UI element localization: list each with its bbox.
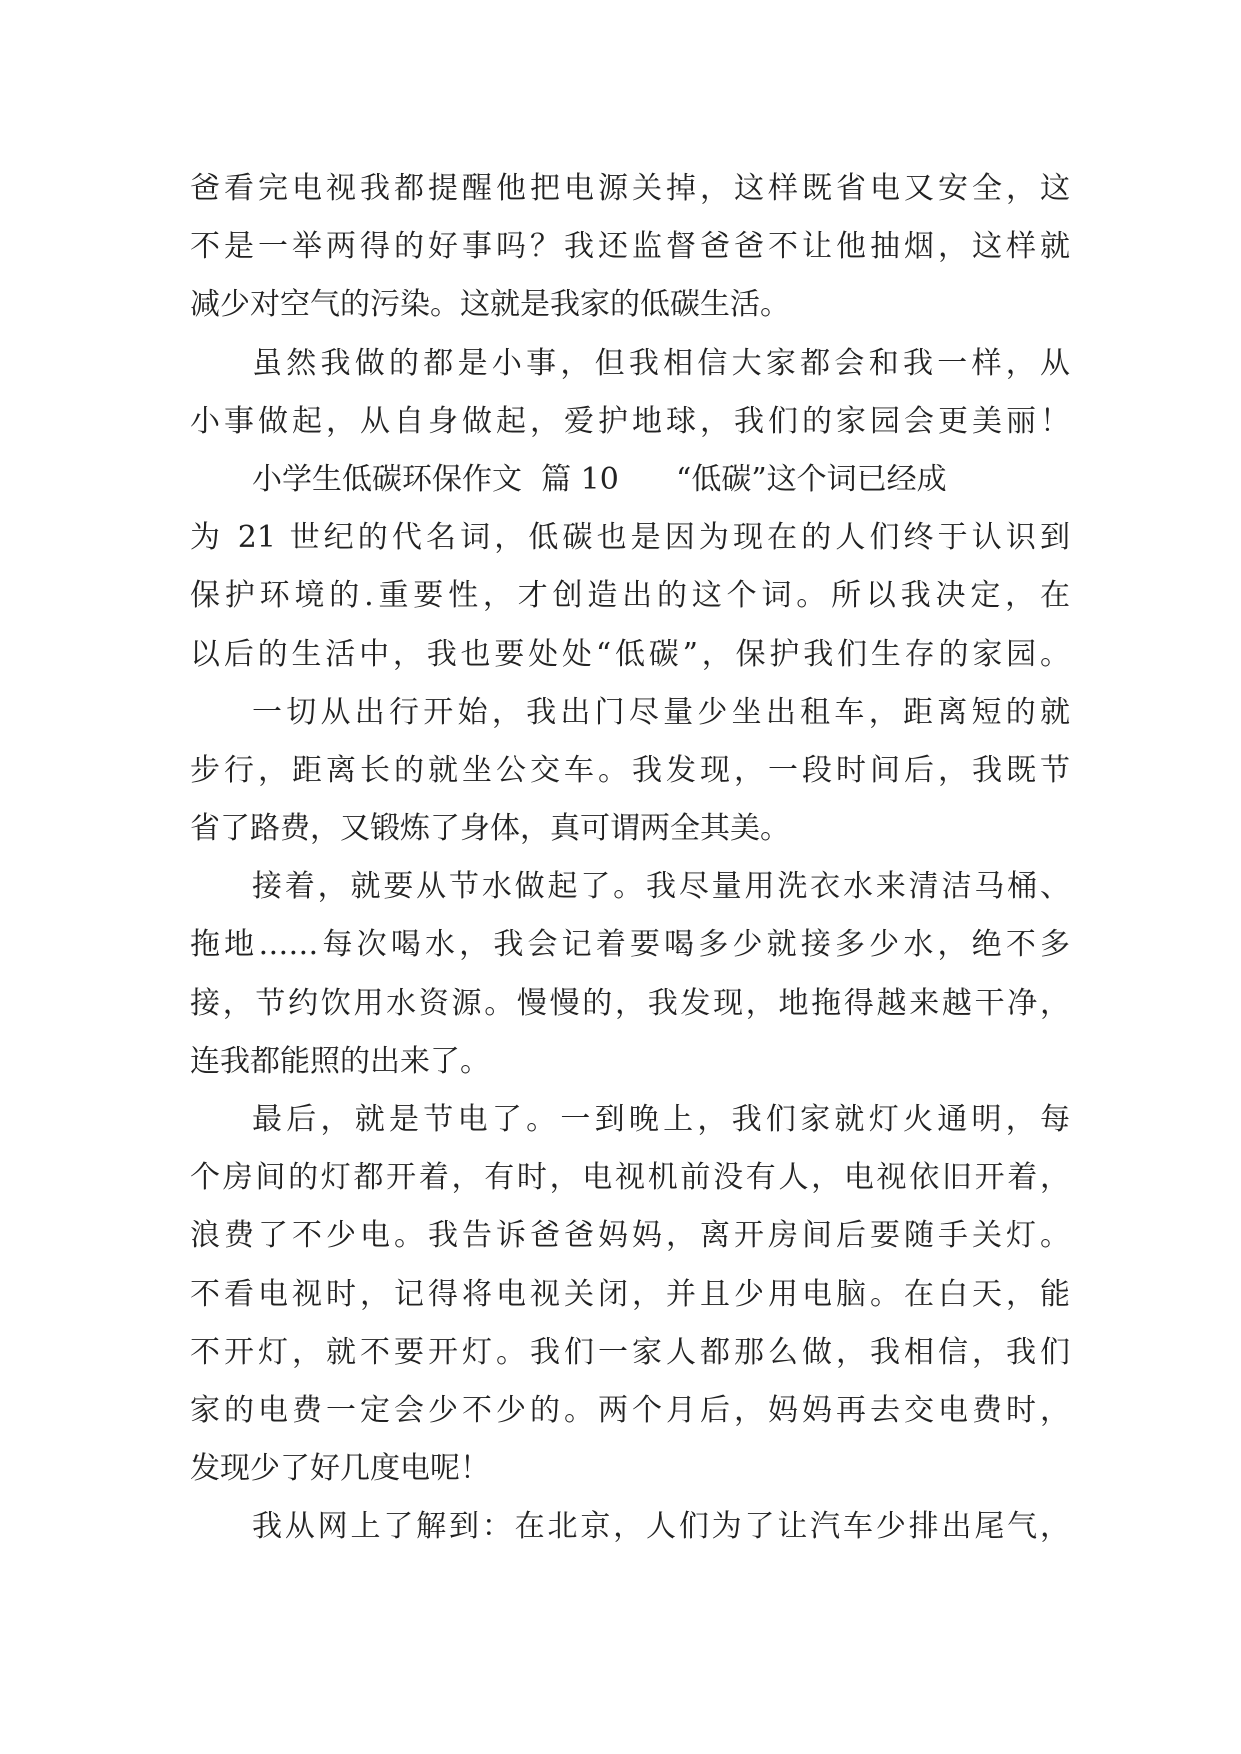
text-line: 保护环境的.重要性，才创造出的这个词。所以我决定，在 [190,578,1070,614]
text-line: 发现少了好几度电呢！ [190,1451,490,1487]
section-heading-line: 小学生低碳环保作文 篇 10 “低碳”这个词已经成 [252,461,947,497]
text-line: 不开灯，就不要开灯。我们一家人都那么做，我相信，我们 [190,1334,1070,1370]
text-line: 省了路费，又锻炼了身体，真可谓两全其美。 [190,811,790,847]
text-line: 拖地……每次喝水，我会记着要喝多少就接多少水，绝不多 [190,927,1070,963]
paragraph-start-line: 我从网上了解到：在北京，人们为了让汽车少排出尾气， [252,1509,1070,1545]
text-line: 接，节约饮用水资源。慢慢的，我发现，地拖得越来越干净， [190,985,1070,1021]
text-line: 个房间的灯都开着，有时，电视机前没有人，电视依旧开着， [190,1160,1070,1196]
paragraph-start-line: 一切从出行开始，我出门尽量少坐出租车，距离短的就 [252,694,1070,730]
text-line: 连我都能照的出来了。 [190,1043,490,1079]
text-line: 不看电视时，记得将电视关闭，并且少用电脑。在白天，能 [190,1276,1070,1312]
text-line: 减少对空气的污染。这就是我家的低碳生活。 [190,287,790,323]
text-line: 爸看完电视我都提醒他把电源关掉，这样既省电又安全，这 [190,171,1070,206]
paragraph-start-line: 虽然我做的都是小事，但我相信大家都会和我一样，从 [252,345,1070,381]
paragraph-start-line: 最后，就是节电了。一到晚上，我们家就灯火通明，每 [252,1102,1070,1137]
text-line: 不是一举两得的好事吗？我还监督爸爸不让他抽烟，这样就 [190,229,1070,265]
text-line: 小事做起，从自身做起，爱护地球，我们的家园会更美丽！ [190,403,1070,439]
text-line: 为 21 世纪的代名词，低碳也是因为现在的人们终于认识到 [190,520,1070,556]
text-line: 以后的生活中，我也要处处“低碳”，保护我们生存的家园。 [190,636,1070,672]
text-line: 步行，距离长的就坐公交车。我发现，一段时间后，我既节 [190,752,1070,788]
text-line: 家的电费一定会少不少的。两个月后，妈妈再去交电费时， [190,1392,1070,1428]
essay-body [190,160,1070,1557]
paragraph-start-line: 接着，就要从节水做起了。我尽量用洗衣水来清洁马桶、 [252,869,1070,905]
text-line: 浪费了不少电。我告诉爸爸妈妈，离开房间后要随手关灯。 [190,1218,1070,1254]
